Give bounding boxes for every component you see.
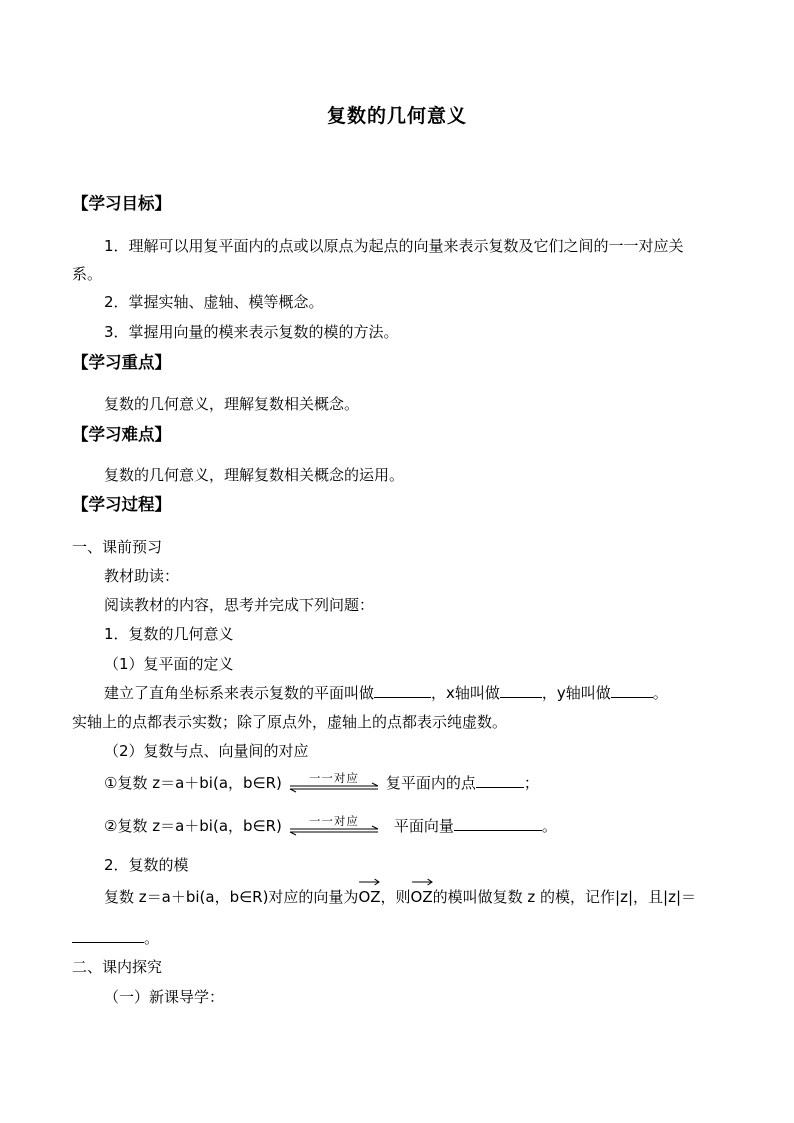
goal-1-line-1: 1．理解可以用复平面内的点或以原点为起点的向量来表示复数及它们之间的一一对应关 <box>104 237 684 255</box>
preview-sub-1: （1）复平面的定义 <box>104 655 234 673</box>
vector-label: OZ <box>410 888 433 906</box>
blank-imaginary-axis[interactable] <box>611 683 653 698</box>
corr2-text-c: 。 <box>541 817 557 835</box>
section-difficulty: 【学习难点】 <box>72 425 171 444</box>
goal-1-line-2: 系。 <box>72 265 103 283</box>
mod-text-c: 的模叫做复数 z 的模，记作|z|，且|z|＝ <box>432 888 697 906</box>
corr1-text-b: 复平面内的点 <box>385 774 476 792</box>
arrow-label: 一一对应 <box>308 813 359 828</box>
def-text-d: 。 <box>652 684 668 702</box>
def-text-b: ，x轴叫做 <box>431 684 500 702</box>
goal-2: 2．掌握实轴、虚轴、模等概念。 <box>104 293 324 311</box>
arrow-label: 一一对应 <box>308 770 359 785</box>
correspondence-1 <box>104 770 539 794</box>
double-arrow-icon <box>288 813 380 837</box>
modulus-answer-line <box>72 928 159 948</box>
blank-modulus[interactable] <box>72 928 144 943</box>
preview-item-2: 2．复数的模 <box>104 856 189 874</box>
preview-heading: 一、课前预习 <box>72 538 163 556</box>
mod-text-b: ，则 <box>380 888 411 906</box>
def-text-c: ，y轴叫做 <box>541 684 611 702</box>
blank-vector[interactable] <box>454 816 542 831</box>
section-focus: 【学习重点】 <box>72 353 171 372</box>
preview-sub-2: （2）复数与点、向量间的对应 <box>104 742 309 760</box>
preview-item-1: 1．复数的几何意义 <box>104 625 234 643</box>
blank-real-axis[interactable] <box>500 683 542 698</box>
vector-arrow-icon <box>358 878 380 886</box>
def-text-a: 建立了直角坐标系来表示复数的平面叫做 <box>104 684 375 702</box>
explore-sub: （一）新课导学： <box>104 988 225 1006</box>
double-arrow-icon <box>288 770 380 794</box>
focus-text: 复数的几何意义，理解复数相关概念。 <box>104 395 360 413</box>
corr2-text-a: ②复数 z＝a＋bi(a，b∈R) <box>104 817 282 835</box>
blank-complex-plane[interactable] <box>374 683 431 698</box>
vector-oz <box>411 887 433 907</box>
page-title: 复数的几何意义 <box>326 105 467 127</box>
preview-aid: 教材助读： <box>104 567 180 585</box>
corr2-text-b: 平面向量 <box>393 817 454 835</box>
section-goals: 【学习目标】 <box>72 194 171 213</box>
correspondence-2 <box>104 813 557 837</box>
vector-arrow-icon <box>411 878 433 886</box>
complex-plane-definition <box>104 683 668 703</box>
blank-point[interactable] <box>476 773 524 788</box>
goal-3: 3．掌握用向量的模来表示复数的模的方法。 <box>104 323 399 341</box>
vector-oz <box>358 887 380 907</box>
corr1-text-a: ①复数 z＝a＋bi(a，b∈R) <box>104 774 282 792</box>
mod-text-a: 复数 z＝a＋bi(a，b∈R)对应的向量为 <box>104 888 359 906</box>
vector-label: OZ <box>358 888 381 906</box>
corr1-text-c: ； <box>523 774 539 792</box>
difficulty-text: 复数的几何意义，理解复数相关概念的运用。 <box>104 466 405 484</box>
section-process: 【学习过程】 <box>72 495 171 514</box>
mod-end: 。 <box>144 929 160 947</box>
preview-instruction: 阅读教材的内容，思考并完成下列问题： <box>104 596 375 614</box>
definition-line-2: 实轴上的点都表示实数；除了原点外，虚轴上的点都表示纯虚数。 <box>72 713 508 731</box>
explore-heading: 二、课内探究 <box>72 958 163 976</box>
modulus-definition <box>104 887 696 907</box>
